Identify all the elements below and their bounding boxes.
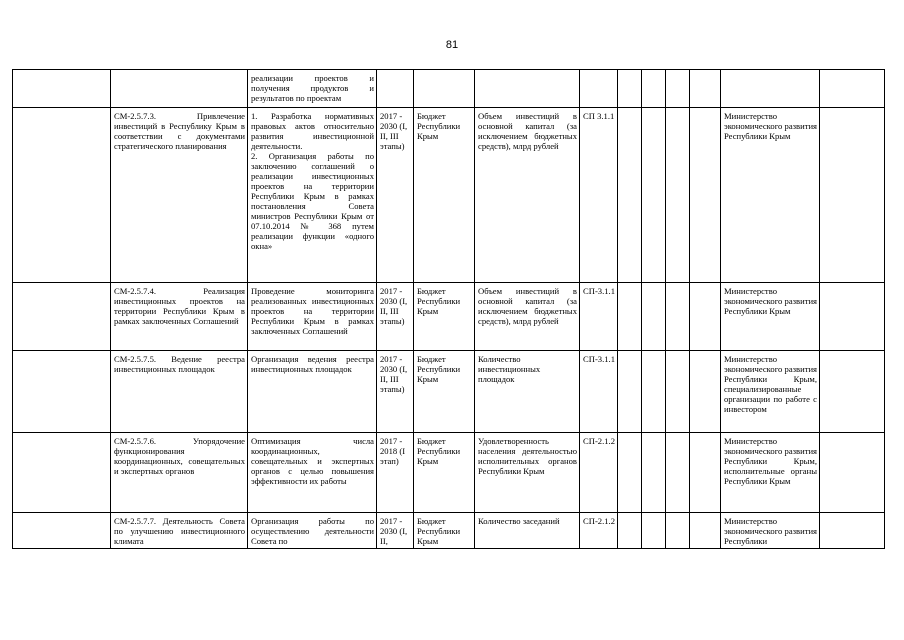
source-cell: Бюджет Республики Крым (414, 433, 475, 513)
blank-cell (642, 283, 666, 351)
blank-cell (690, 70, 721, 108)
blank-cell (13, 108, 111, 283)
blank-cell (13, 433, 111, 513)
blank-cell (666, 70, 690, 108)
code-task-cell: СМ-2.5.7.6. Упорядочение функционирования координационных, совещательных и экспертных органов (111, 433, 248, 513)
blank-cell (642, 513, 666, 549)
indicator-cell: Удовлетворенность населения деятельностью исполнительных органов Республики Крым (475, 433, 580, 513)
period-cell: 2017 - 2030 (I, II, III этапы) (377, 108, 414, 283)
executor-cell: Министерство экономического развития Республики Крым (721, 108, 820, 283)
executor-cell: Министерство экономического развития Республики Крым, специализированные организации по работе с инвестором (721, 351, 820, 433)
blank-cell (13, 70, 111, 108)
blank-cell (618, 513, 642, 549)
blank-cell (618, 70, 642, 108)
period-cell: 2017 - 2018 (I этап) (377, 433, 414, 513)
table-row (13, 70, 885, 108)
executor-cell (721, 70, 820, 108)
table-row (13, 108, 885, 283)
blank-cell (13, 513, 111, 549)
indicator-cell: Количество инвестиционных площадок (475, 351, 580, 433)
activity-cell: реализации проектов и получения продуктов и результатов по проектам (248, 70, 377, 108)
source-cell: Бюджет Республики Крым (414, 351, 475, 433)
blank-cell (690, 108, 721, 283)
table-row (13, 433, 885, 513)
indicator-cell: Количество заседаний (475, 513, 580, 549)
table-row (13, 283, 885, 351)
link-cell (580, 70, 618, 108)
blank-cell (690, 433, 721, 513)
table-row (13, 351, 885, 433)
blank-cell (13, 283, 111, 351)
code-task-cell: СМ-2.5.7.5. Ведение реестра инвестиционных площадок (111, 351, 248, 433)
blank-cell (820, 283, 885, 351)
blank-cell (666, 433, 690, 513)
blank-cell (666, 283, 690, 351)
blank-cell (13, 351, 111, 433)
activity-cell: Организация ведения реестра инвестиционных площадок (248, 351, 377, 433)
period-cell: 2017 - 2030 (I, II, (377, 513, 414, 549)
code-task-cell: СМ-2.5.7.3. Привлечение инвестиций в Республику Крым в соответствии с документами стратегического планирования (111, 108, 248, 283)
activity-cell: Оптимизация числа координационных, совещательных и экспертных органов с целью повышения эффективности их работы (248, 433, 377, 513)
blank-cell (666, 108, 690, 283)
activity-cell: Проведение мониторинга реализованных инвестиционных проектов на территории Республики Крым в рамках заключенных Соглашений (248, 283, 377, 351)
blank-cell (820, 108, 885, 283)
link-cell: СП-2.1.2 (580, 513, 618, 549)
blank-cell (690, 283, 721, 351)
executor-cell: Министерство экономического развития Республики Крым (721, 283, 820, 351)
code-task-cell: СМ-2.5.7.4. Реализация инвестиционных проектов на территории Республики Крым в рамках заключенных Соглашений (111, 283, 248, 351)
blank-cell (642, 108, 666, 283)
blank-cell (642, 351, 666, 433)
blank-cell (690, 513, 721, 549)
indicator-cell: Объем инвестиций в основной капитал (за исключением бюджетных средств), млрд рублей (475, 108, 580, 283)
blank-cell (820, 513, 885, 549)
executor-cell: Министерство экономического развития Республики Крым, исполнительные органы Республики Крым (721, 433, 820, 513)
blank-cell (618, 433, 642, 513)
blank-cell (666, 513, 690, 549)
page-number: 81 (445, 39, 459, 51)
blank-cell (820, 351, 885, 433)
source-cell: Бюджет Республики Крым (414, 513, 475, 549)
link-cell: СП-3.1.1 (580, 351, 618, 433)
source-cell (414, 70, 475, 108)
blank-cell (666, 351, 690, 433)
plan-table (12, 69, 885, 549)
period-cell: 2017 - 2030 (I, II, III этапы) (377, 283, 414, 351)
code-task-cell (111, 70, 248, 108)
blank-cell (690, 351, 721, 433)
indicator-cell: Объем инвестиций в основной капитал (за исключением бюджетных средств), млрд рублей (475, 283, 580, 351)
link-cell: СП 3.1.1 (580, 108, 618, 283)
code-task-cell: СМ-2.5.7.7. Деятельность Совета по улучшению инвестиционного климата (111, 513, 248, 549)
blank-cell (642, 70, 666, 108)
activity-cell: Организация работы по осуществлению деятельности Совета по (248, 513, 377, 549)
executor-cell: Министерство экономического развития Республики (721, 513, 820, 549)
blank-cell (820, 70, 885, 108)
activity-cell: 1. Разработка нормативных правовых актов относительно развития инвестиционной деятельности. 2. Организация работы по заключению соглашений о реализации инвестиционных проектов на территории Республики Крым в рамках постановления Совета министров Республики Крым от 07.10.2014 № 368 путем реализации функции «одного окна» (248, 108, 377, 283)
blank-cell (618, 108, 642, 283)
period-cell (377, 70, 414, 108)
source-cell: Бюджет Республики Крым (414, 108, 475, 283)
blank-cell (618, 351, 642, 433)
blank-cell (642, 433, 666, 513)
indicator-cell (475, 70, 580, 108)
blank-cell (618, 283, 642, 351)
period-cell: 2017 - 2030 (I, II, III этапы) (377, 351, 414, 433)
link-cell: СП-2.1.2 (580, 433, 618, 513)
table-row (13, 513, 885, 549)
source-cell: Бюджет Республики Крым (414, 283, 475, 351)
link-cell: СП-3.1.1 (580, 283, 618, 351)
blank-cell (820, 433, 885, 513)
